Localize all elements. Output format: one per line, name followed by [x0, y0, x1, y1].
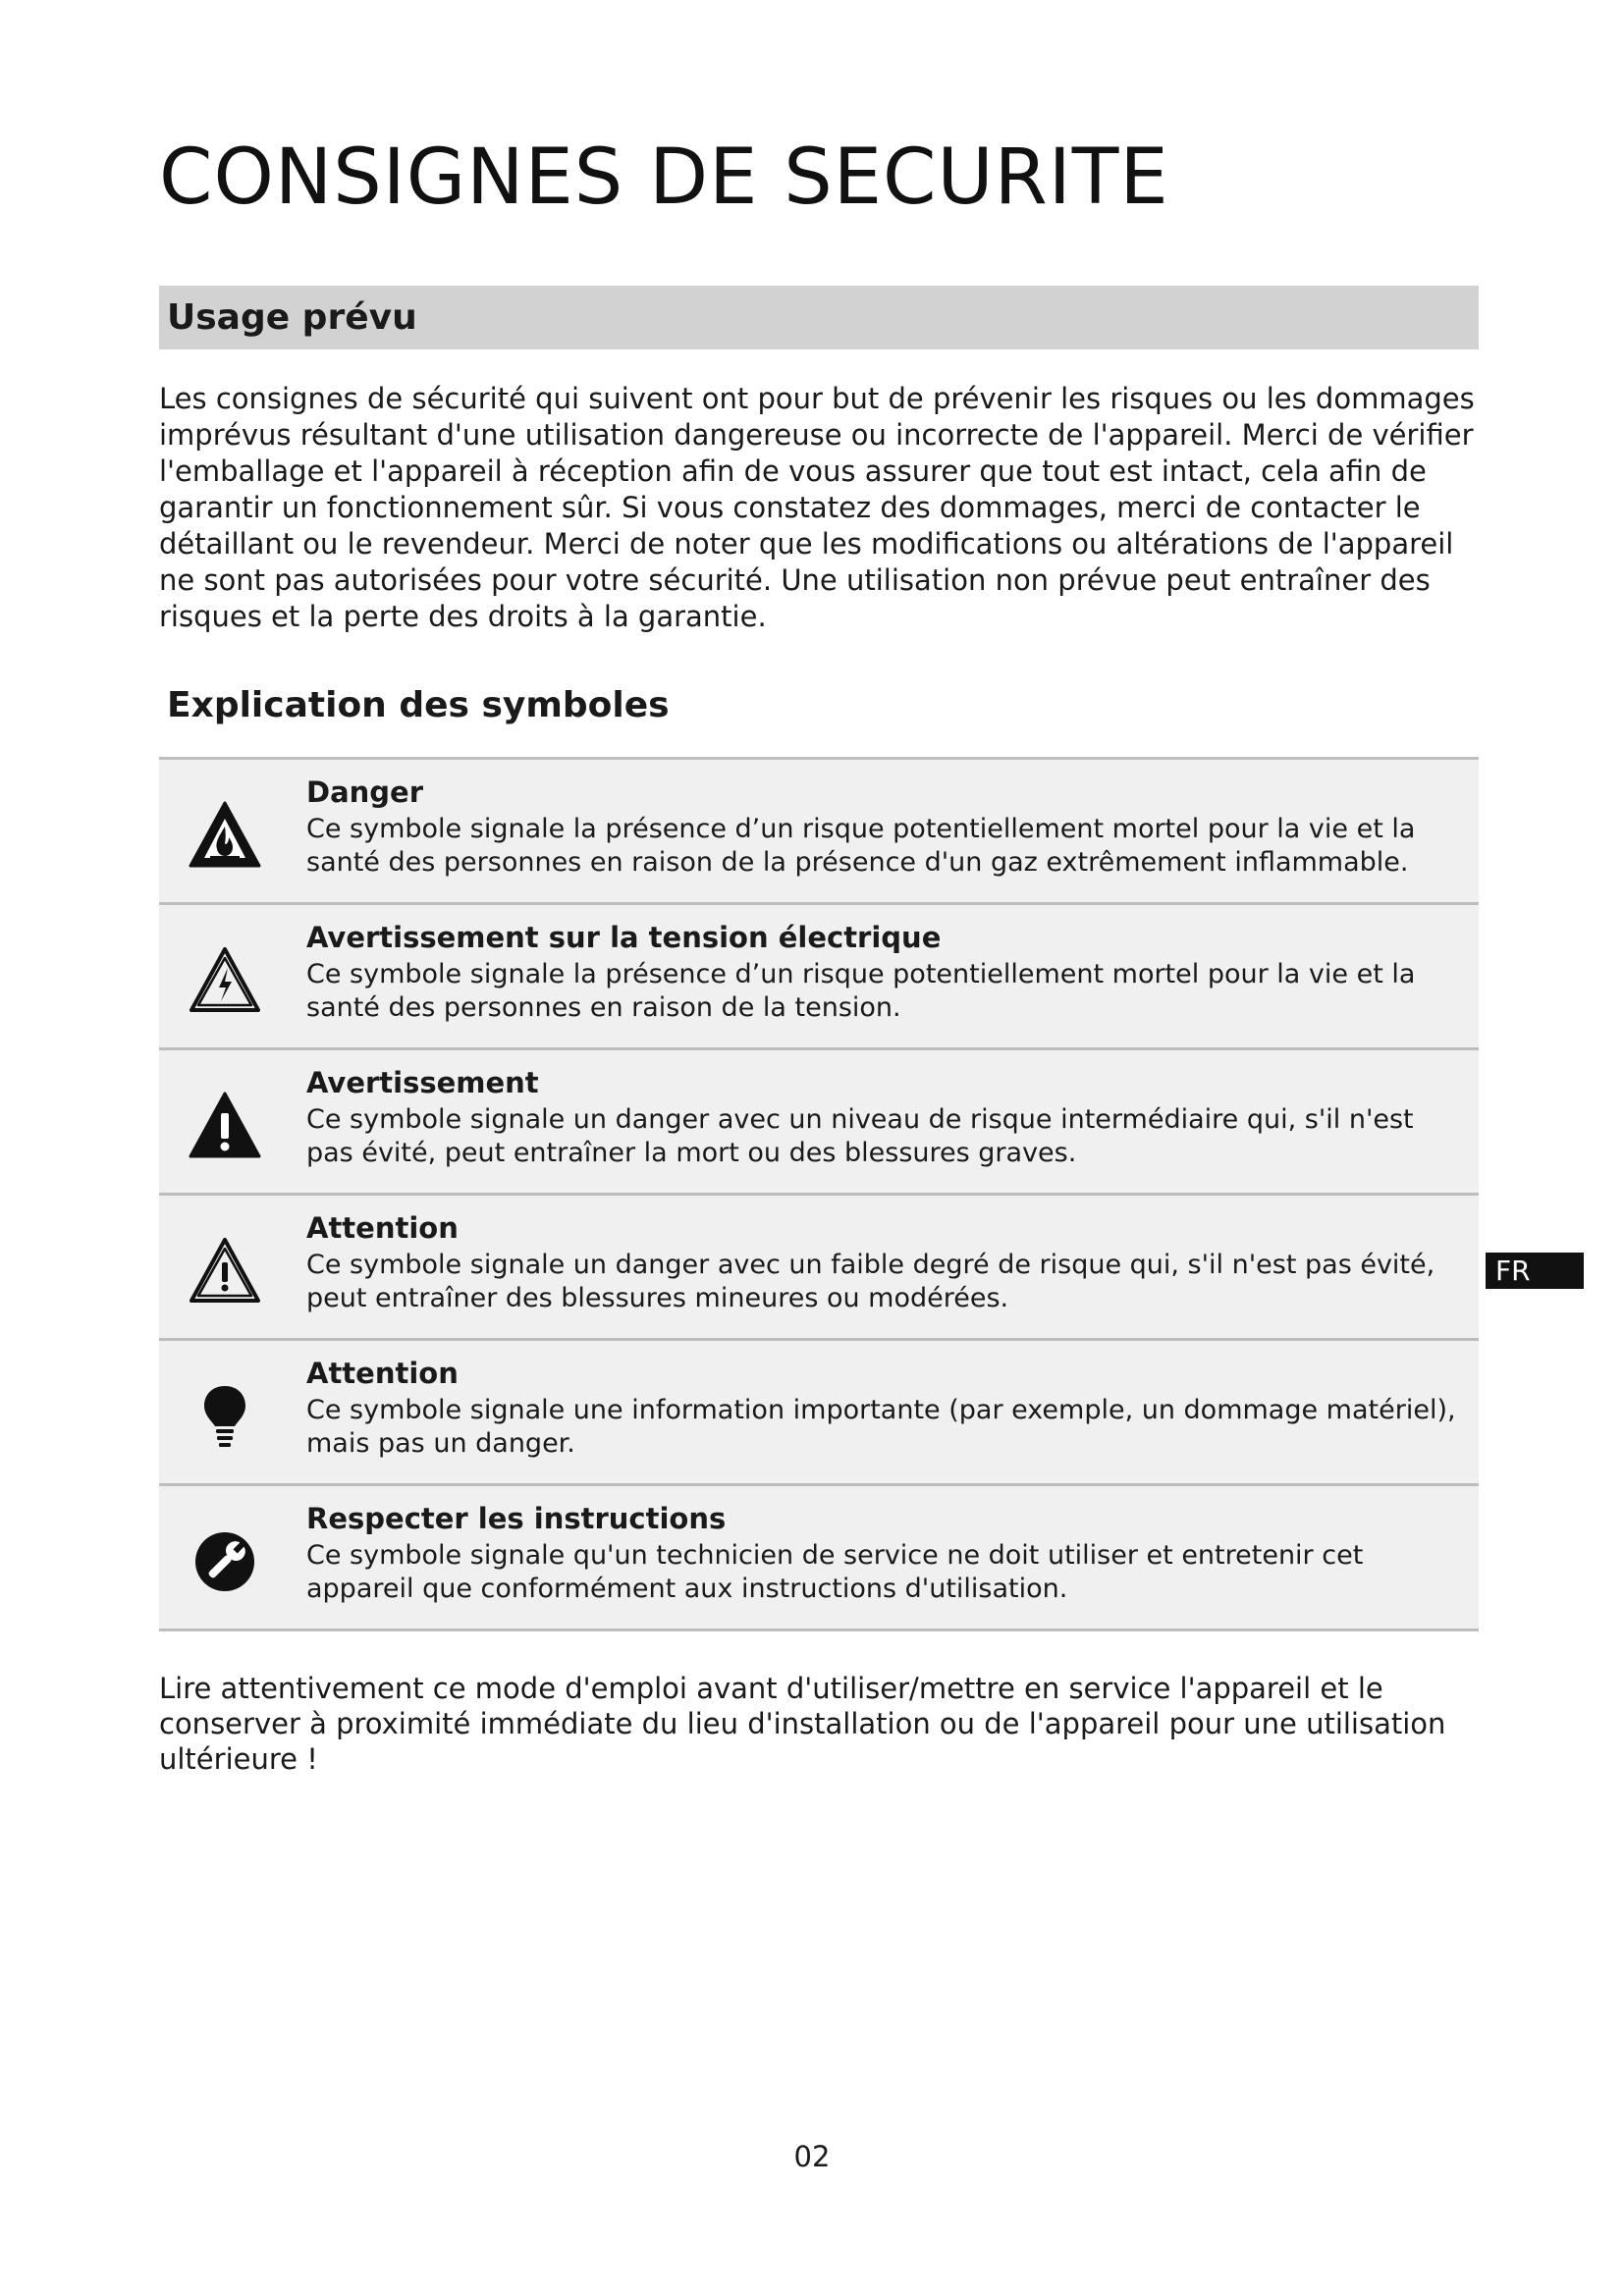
symbol-row-danger [159, 760, 1479, 905]
flame-warning-icon [189, 799, 261, 872]
symbol-title: Attention [306, 1357, 459, 1390]
symbol-text-danger [306, 774, 1459, 880]
exclamation-warning-outline-icon [189, 1235, 261, 1308]
symbol-row-caution [159, 1196, 1479, 1341]
symbol-description: Ce symbole signale une information importante (par exemple, un dommage matériel), mais pas un danger. [306, 1395, 1456, 1459]
language-tab: FR [1486, 1253, 1584, 1289]
symbol-row-instructions [159, 1486, 1479, 1631]
symbol-description: Ce symbole signale un danger avec un faible degré de risque qui, s'il n'est pas évité, peut entraîner des blessures mineures ou modérées. [306, 1250, 1435, 1313]
symbol-text-info [306, 1355, 1459, 1461]
closing-paragraph: Lire attentivement ce mode d'emploi avant d'utiliser/mettre en service l'appareil et le conserver à proximité immédiate du lieu d'installation ou de l'appareil pour une utilisation ultérieure ! [159, 1672, 1446, 1776]
page-title: CONSIGNES DE SECURITE [159, 133, 1169, 222]
symbol-text-caution [306, 1209, 1459, 1315]
lightbulb-icon [189, 1380, 261, 1453]
symbol-title: Respecter les instructions [306, 1502, 727, 1535]
symbol-text-instructions [306, 1500, 1459, 1606]
symbol-row-warning [159, 1050, 1479, 1196]
symbol-text-warning [306, 1064, 1459, 1170]
symbol-title: Avertissement sur la tension électrique [306, 921, 942, 954]
page-number: 02 [793, 2140, 831, 2173]
symbol-text-electric [306, 919, 1459, 1025]
symbol-row-info [159, 1341, 1479, 1486]
symbols-heading: Explication des symboles [167, 685, 670, 725]
symbols-table [159, 757, 1479, 1631]
symbol-title: Danger [306, 775, 424, 809]
symbol-description: Ce symbole signale qu'un technicien de service ne doit utiliser et entretenir cet appareil que conformément aux instructions d'utilisation. [306, 1540, 1364, 1604]
section-heading-usage: Usage prévu [167, 297, 417, 338]
wrench-icon [189, 1525, 261, 1598]
symbol-description: Ce symbole signale un danger avec un niveau de risque intermédiaire qui, s'il n'est pas évité, peut entraîner la mort ou des blessures graves. [306, 1104, 1414, 1168]
symbol-description: Ce symbole signale la présence d’un risque potentiellement mortel pour la vie et la santé des personnes en raison de la présence d'un gaz extrêmement inflammable. [306, 814, 1416, 878]
section-header-usage [159, 286, 1479, 349]
usage-paragraph: Les consignes de sécurité qui suivent ont pour but de prévenir les risques ou les dommages imprévus résultant d'une utilisation dangereuse ou incorrecte de l'appareil. Merci de vérifier l'emballage et l'appareil à réception afin de vous assurer que tout est intact, cela afin de garantir un fonctionnement sûr. Si vous constatez des dommages, merci de contacter le détaillant ou le revendeur. Merci de noter que les modifications ou altérations de l'appareil ne sont pas autorisées pour votre sécurité. Une utilisation non prévue peut entraîner des risques et la perte des droits à la garantie. [159, 382, 1475, 633]
symbol-title: Avertissement [306, 1066, 539, 1099]
electric-warning-icon [189, 944, 261, 1017]
symbol-description: Ce symbole signale la présence d’un risque potentiellement mortel pour la vie et la santé des personnes en raison de la tension. [306, 959, 1416, 1023]
exclamation-warning-filled-icon [189, 1090, 261, 1162]
symbol-row-electric [159, 905, 1479, 1050]
symbol-title: Attention [306, 1211, 459, 1245]
